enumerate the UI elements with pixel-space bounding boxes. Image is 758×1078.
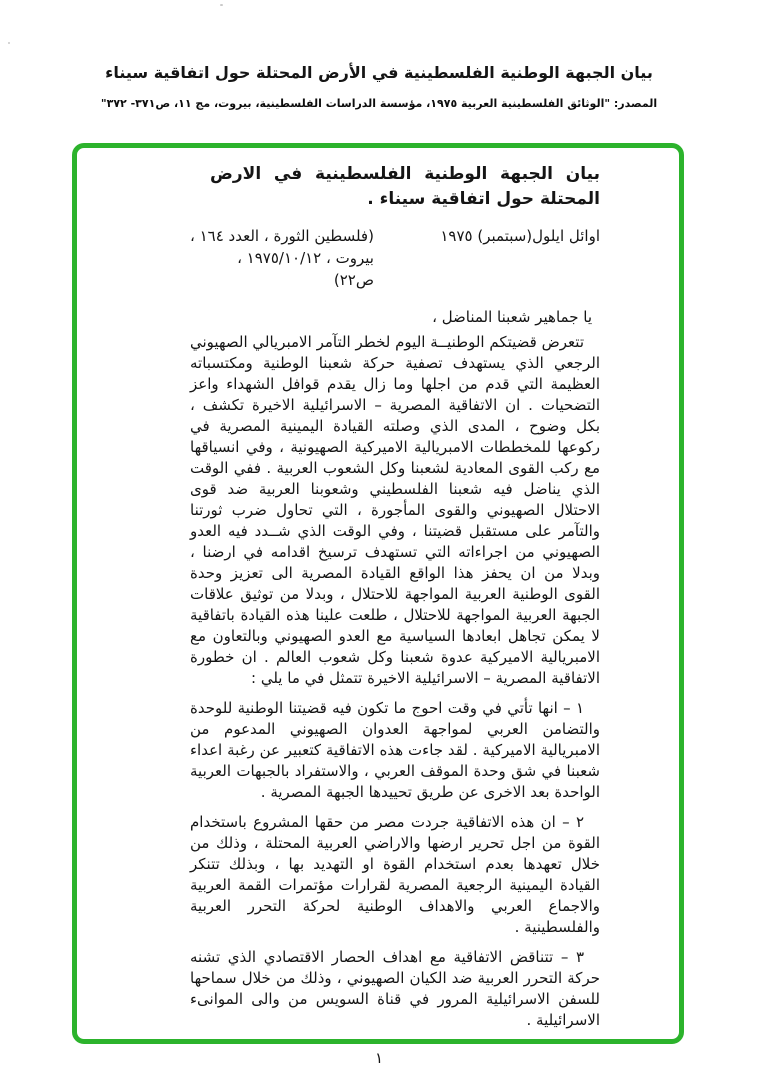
document-title: بيان الجبهة الوطنية الفلسطينية في الارض المحتلة حول اتفاقية سيناء . (210, 164, 600, 209)
citation-line: ص٢٢) (333, 271, 374, 289)
document-meta-row (190, 225, 600, 291)
source-citation-line: المصدر: "الوثائق الفلسطينية العربية ١٩٧٥، مؤسسة الدراسات الفلسطينية، بيروت، مج ١١، ص٣٧١- ٣٧٢" (100, 97, 658, 110)
numbered-item-2: ٢ – ان هذه الاتفاقية جردت مصر من حقها المشروع باستخدام القوة من اجل تحرير ارضها والاراضي العربية المحتلة ، وذلك من خلال تعهدها بعدم استخدام القوة او التهديد بها ، وبذلك تتنكر القيادة اليمينية الرجعية المصرية لقرارات مؤتمرات القمة العربية والاجماع العربي والاهداف الوطنية لحركة التحرر العربية والفلسطينية . (190, 813, 600, 936)
body-paragraph: تتعرض قضيتكم الوطنيــة اليوم لخطر التآمر الامبريالي الصهيوني الرجعي الذي يستهدف تصفية حركة شعبنا الوطنية ومكتسباته العظيمة التي قدم من اجلها وما زال يقدم قوافل الشهداء واعز التضحيات . ان الاتفاقية المصرية – الاسرائيلية الاخيرة تكشف ، بكل وضوح ، المدى الذي وصلته القيادة اليمينية المصرية في ركوعها للمخططات الامبريالية الاميركية الصهيونية ، وفي انسياقها مع ركب القوى المعادية لشعبنا وكل الشعوب العربية . ففي الوقت الذي يناضل فيه شعبنا الفلسطيني وشعوبنا العربية ضد قوى الاحتلال الصهيوني والقوى المأجورة ، التي تحاول ضرب ثورتنا والتآمر على مستقبل قضيتنا ، وفي الوقت الذي شــدد فيه العدو الصهيوني من اجراءاته التي تستهدف ترسيخ اقدامه في ارضنا ، وبدلا من ان يحفز هذا الواقع القيادة المصرية الى تعزيز وحدة القوى الوطنية العربية المواجهة للاحتلال ، وبدلا من توثيق علاقات الجبهة العربية المواجهة للاحتلال ، طلعت علينا هذه القيادة باتفاقية لا يمكن تجاهل ابعادها السياسية مع العدو الصهيوني وبالتعاون مع الامبريالية الاميركية عدوة شعبنا وكل شعوب العالم . ان خطورة الاتفاقية المصرية – الاسرائيلية الاخيرة تتمثل في ما يلي : (190, 333, 600, 687)
citation-line: بيروت ، ١٩٧٥/١٠/١٢ ، (237, 249, 374, 267)
document-citation (190, 225, 374, 291)
scan-speck (8, 42, 10, 44)
numbered-item-3: ٣ – تتناقض الاتفاقية مع اهداف الحصار الاقتصادي الذي تشنه حركة التحرر العربية ضد الكيان الصهيوني ، وذلك من خلال سماحها للسفن الاسرائيلية المرور في قناة السويس من والى الموانىء الاسرائيلية . (190, 948, 600, 1029)
scan-speck (220, 4, 223, 6)
citation-line: (فلسطين الثورة ، العدد ١٦٤ ، (190, 227, 374, 245)
document-date: اوائل ايلول(سبتمبر) ١٩٧٥ (440, 227, 600, 245)
salutation-line: يا جماهير شعبنا المناضل ، (432, 308, 592, 326)
page-number: ١ (374, 1049, 384, 1067)
numbered-item-1: ١ – انها تأتي في وقت احوج ما تكون فيه قضيتنا الوطنية للوحدة والتضامن العربي لمواجهة العدوان الصهيوني المدعوم من الامبريالية الاميركية . لقد جاءت هذه الاتفاقية كتعبير عن رغبة اعداء شعبنا في شق وحدة الموقف العربي ، والاستفراد بالجبهات العربية الواحدة بعد الاخرى عن طريق تحييدها الجبهة المصرية . (190, 699, 600, 801)
page-headline: بيان الجبهة الوطنية الفلسطينية في الأرض المحتلة حول اتفاقية سيناء (105, 63, 653, 82)
document-highlight-box (72, 143, 684, 1044)
